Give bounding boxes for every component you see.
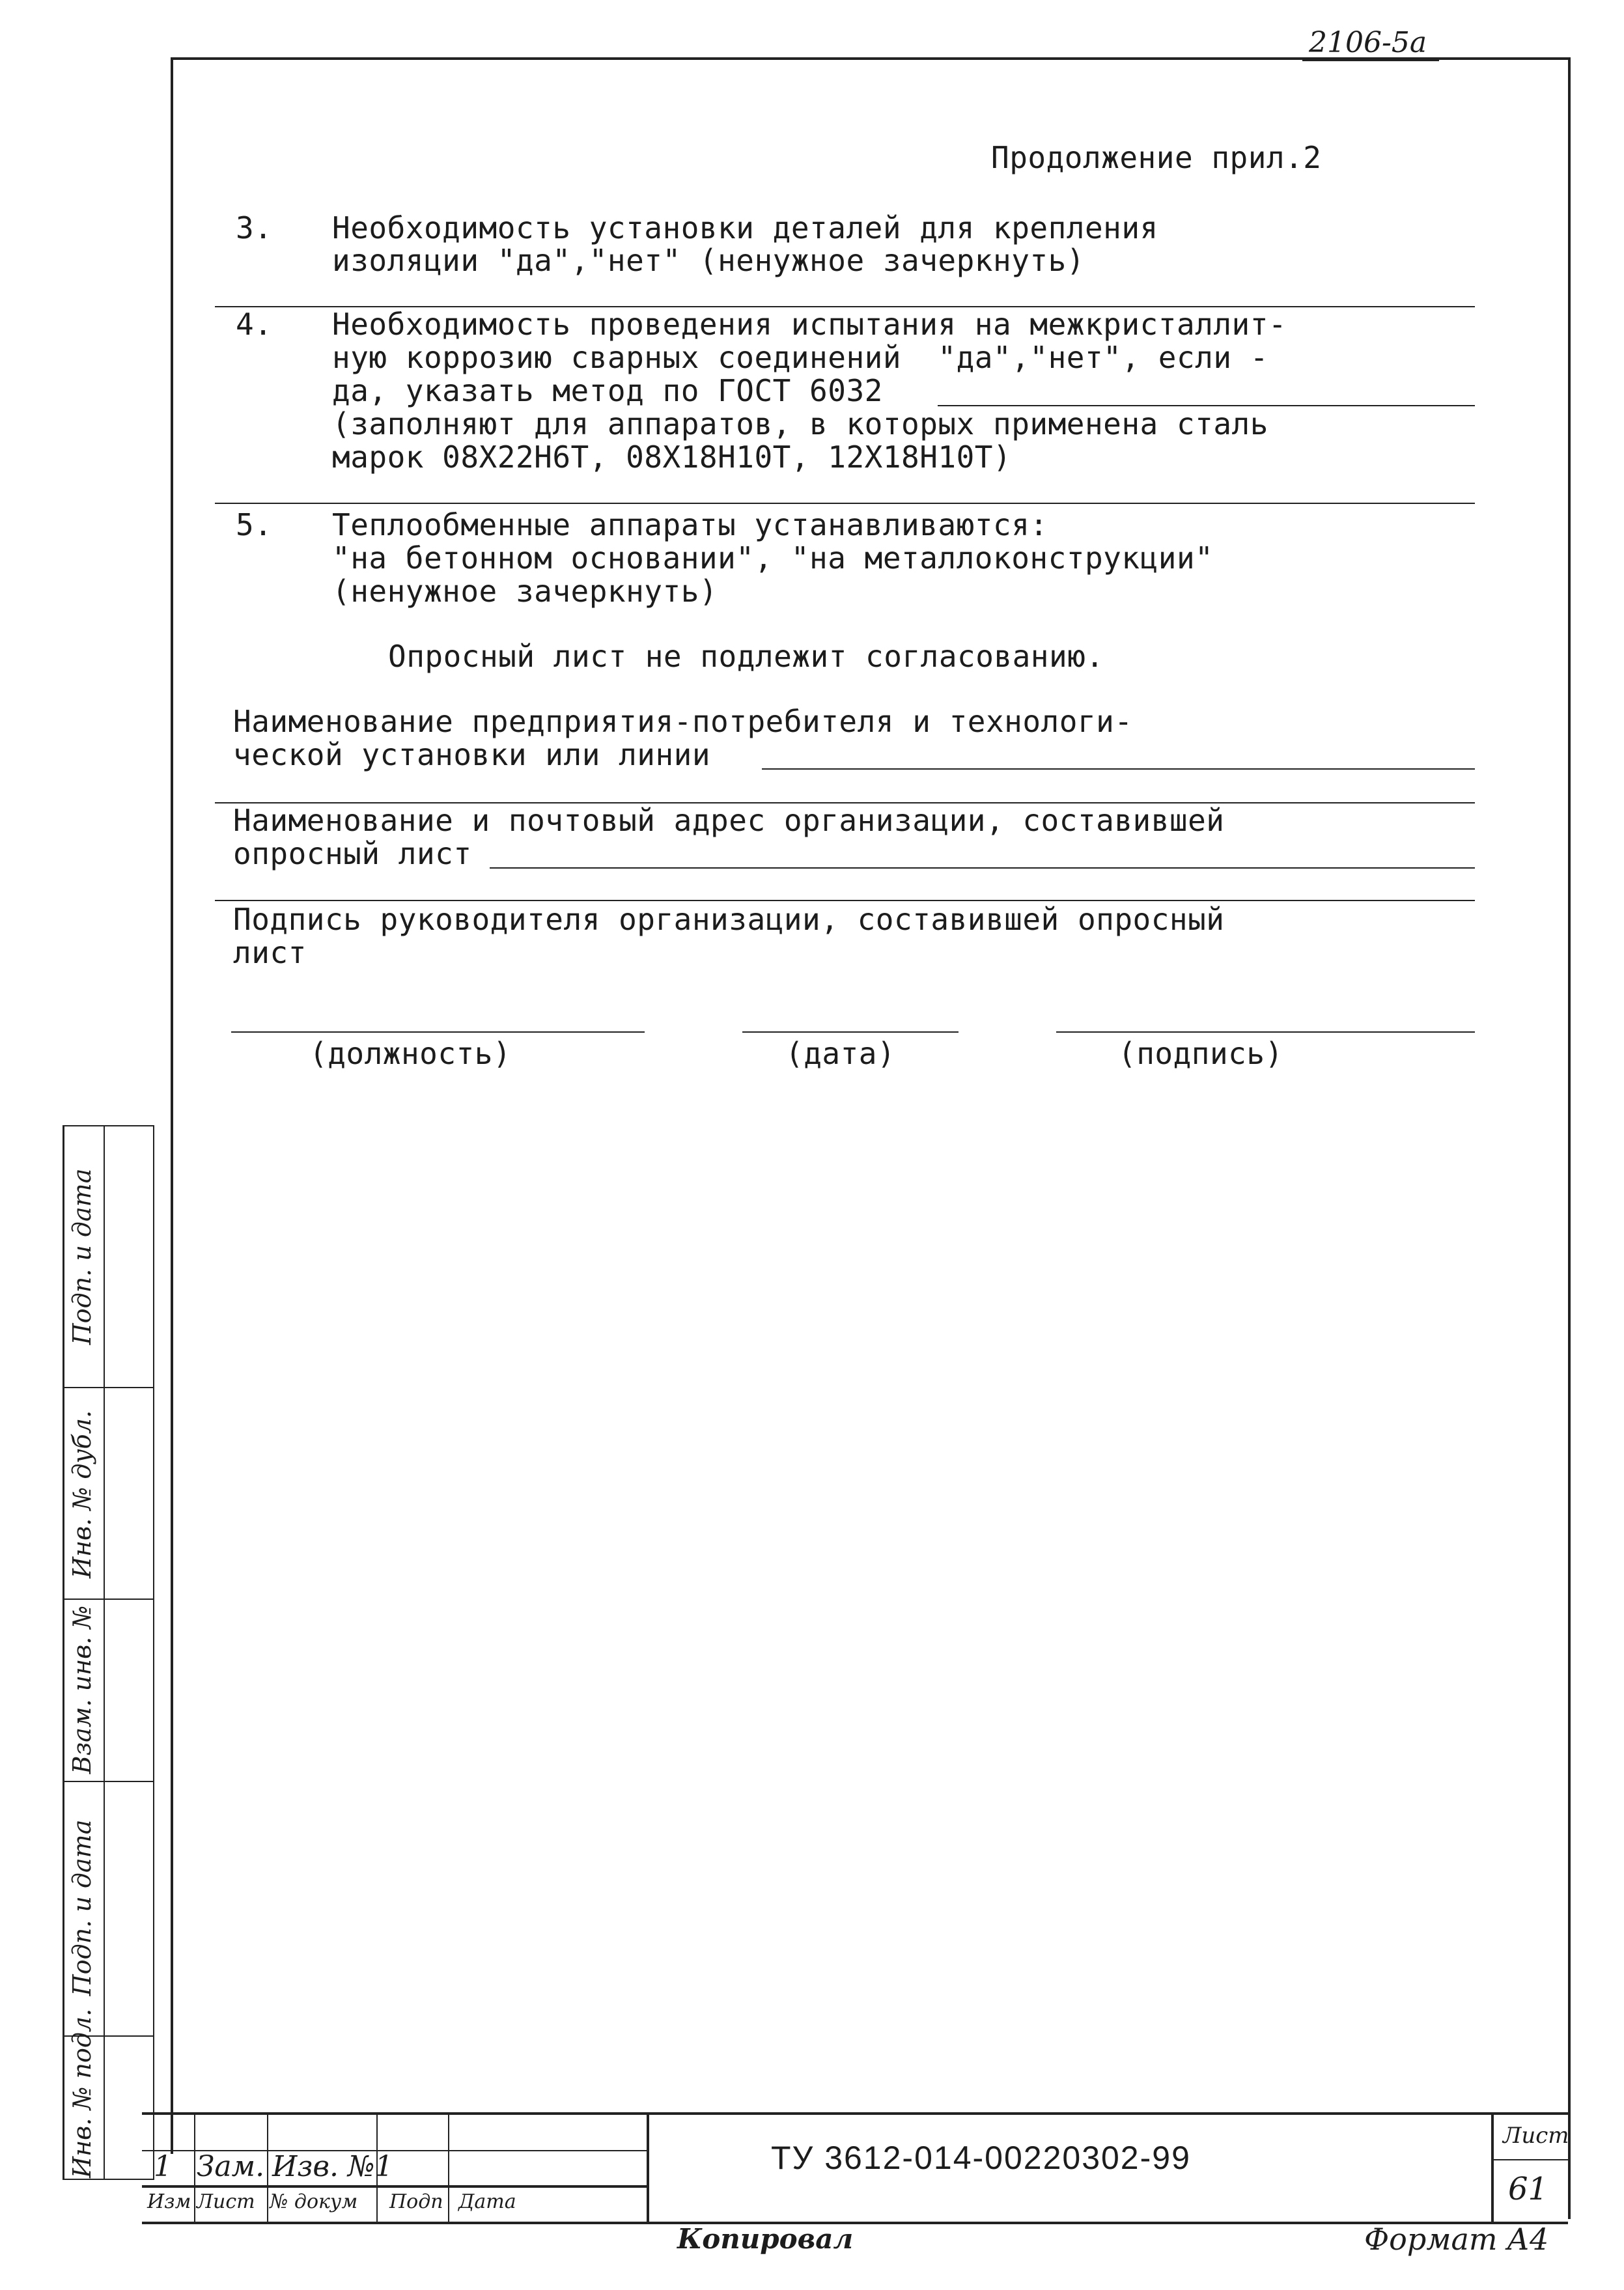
item-3-line-1: Необходимость установки деталей для крепления (332, 210, 1158, 245)
item-3-number: 3. (236, 210, 273, 245)
sheet-number: 61 (1508, 2171, 1548, 2207)
format-stamp: Формат А4 (1364, 2222, 1549, 2257)
header-podp: Подп (389, 2190, 443, 2213)
item-4-line-5: марок 08Х22Н6Т, 08Х18Н10Т, 12Х18Н10Т) (332, 440, 1012, 475)
date-blank[interactable] (742, 1031, 959, 1033)
side-stamp-label-5: Инв. № подл. (68, 2008, 96, 2178)
enterprise-blank[interactable] (762, 768, 1475, 770)
item-5-line-1: Теплообменные аппараты устанавливаются: (332, 507, 1048, 542)
tb-col-6 (1491, 2115, 1494, 2222)
tb-col-4 (448, 2115, 449, 2222)
divider-organization (215, 900, 1475, 901)
continuation-heading: Продолжение прил.2 (991, 140, 1322, 175)
signature-label-2: лист (233, 935, 307, 970)
side-stamp-label-4: Подп. и дата (68, 1819, 96, 1996)
side-stamp-label-3: Взам. инв. № (68, 1605, 96, 1774)
signature-caption: (подпись) (1118, 1036, 1283, 1071)
side-stamp (63, 1125, 154, 2180)
side-stamp-row-3 (64, 1781, 153, 1782)
side-stamp-label-1: Подп. и дата (68, 1168, 96, 1345)
approval-note: Опросный лист не подлежит согласованию. (388, 639, 1104, 674)
frame-left (171, 57, 173, 2154)
revision-number: 1 (154, 2150, 172, 2183)
item-4-number: 4. (236, 307, 273, 342)
frame-right (1568, 57, 1571, 2219)
item-5-number: 5. (236, 507, 273, 542)
header-data: Дата (458, 2190, 516, 2213)
tb-col-1 (194, 2115, 195, 2222)
doc-code: 2106-5a (1309, 26, 1427, 59)
revision-notice: Изв. №1 (272, 2150, 393, 2183)
item-4-line-1: Необходимость проведения испытания на межкристаллит- (332, 307, 1287, 342)
header-izm: Изм (147, 2190, 191, 2213)
item-5-line-3: (ненужное зачеркнуть) (332, 574, 718, 609)
signature-label-1: Подпись руководителя организации, составившей опросный (233, 902, 1225, 937)
designation: ТУ 3612-014-00220302-99 (771, 2140, 1191, 2176)
doc-code-underline (1302, 60, 1439, 61)
date-caption: (дата) (785, 1036, 896, 1071)
tb-sheet-row (1491, 2159, 1568, 2160)
header-list: Лист (197, 2190, 255, 2213)
side-stamp-label-2: Инв. № дубл. (68, 1410, 96, 1579)
tb-row-2 (142, 2185, 647, 2188)
frame-top (171, 57, 1571, 60)
item-4-line-4: (заполняют для аппаратов, в которых применена сталь (332, 406, 1268, 441)
sheet-label: Лист (1503, 2123, 1569, 2149)
position-caption: (должность) (309, 1036, 512, 1071)
item-4-line-3: да, указать метод по ГОСТ 6032 (332, 373, 883, 408)
enterprise-label-2: ческой установки или линии (233, 737, 711, 772)
side-stamp-split (104, 1126, 105, 2179)
organization-blank[interactable] (490, 867, 1475, 869)
position-blank[interactable] (231, 1031, 645, 1033)
item-4-line-2: ную коррозию сварных соединений "да","нет", если - (332, 340, 1268, 375)
revision-type: Зам. (197, 2150, 265, 2183)
tb-col-2 (267, 2115, 268, 2222)
copied-stamp: Копировал (677, 2223, 854, 2255)
header-doc: № докум (270, 2190, 358, 2213)
item-5-line-2: "на бетонном основании", "на металлоконструкции" (332, 540, 1214, 576)
enterprise-label-1: Наименование предприятия-потребителя и технологи- (233, 704, 1133, 739)
item-3-line-2: изоляции "да","нет" (ненужное зачеркнуть) (332, 243, 1085, 278)
tb-col-5 (647, 2115, 649, 2222)
side-stamp-row-1 (64, 1387, 153, 1388)
organization-label-2: опросный лист (233, 836, 472, 871)
organization-label-1: Наименование и почтовый адрес организации, составившей (233, 803, 1225, 838)
title-block (142, 2112, 1568, 2224)
signature-blank[interactable] (1056, 1031, 1475, 1033)
divider-4 (215, 503, 1475, 504)
